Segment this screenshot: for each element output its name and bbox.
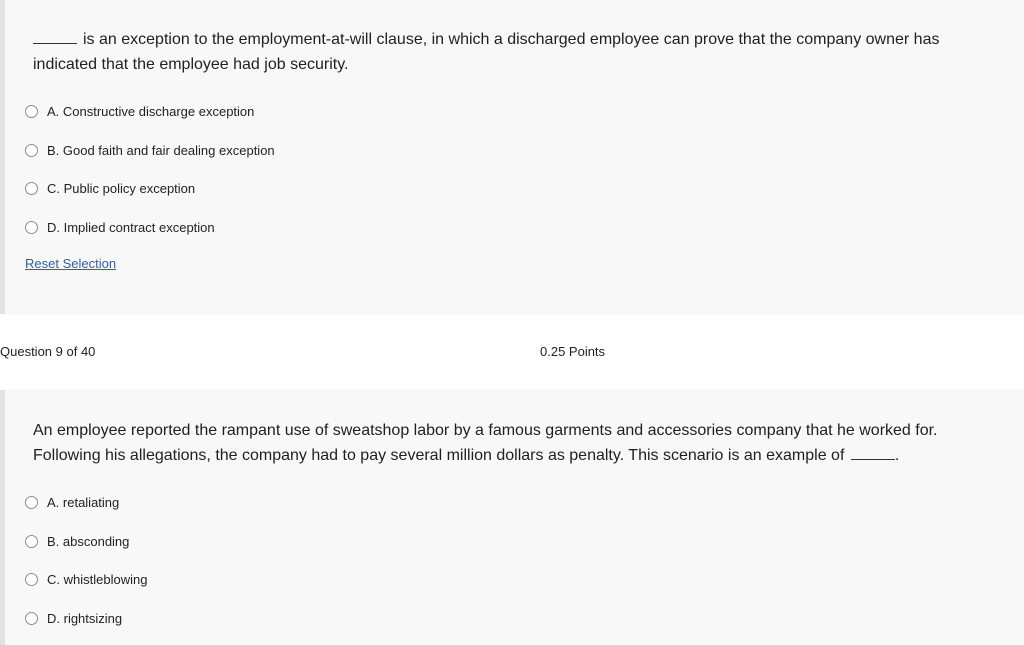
reset-selection-link[interactable]: Reset Selection [25,256,117,271]
radio-button-icon[interactable] [25,144,38,157]
option-label: A. retaliating [47,495,120,510]
question-8-text [33,27,993,77]
question-number: Question 9 of 40 [0,344,96,359]
question-8-card [0,0,1024,314]
option-c[interactable] [25,572,147,587]
option-c[interactable] [25,181,195,196]
question-8-text-body: is an exception to the employment-at-will clause, in which a discharged employee can prove that the company owner has indicated that the employee had job security. [33,31,940,73]
option-b[interactable] [25,143,275,158]
radio-button-icon[interactable] [25,496,38,509]
answer-blank [33,42,77,44]
question-header [0,344,1024,362]
option-d[interactable] [25,611,122,626]
option-label: A. Constructive discharge exception [47,104,255,119]
radio-button-icon[interactable] [25,182,38,195]
option-a[interactable] [25,104,254,119]
option-label: B. Good faith and fair dealing exception [47,143,275,158]
question-points: 0.25 Points [540,344,606,359]
option-label: B. absconding [47,534,130,549]
question-9-text-body: An employee reported the rampant use of sweatshop labor by a famous garments and accessories company that he worked for. Following his allegations, the company had to pay several million dollars as penalty. This scenario is an example of [33,422,938,464]
radio-button-icon[interactable] [25,221,38,234]
question-9-text [33,418,993,468]
option-a[interactable] [25,495,119,510]
option-d[interactable] [25,220,215,235]
question-9-card [0,390,1024,645]
radio-button-icon[interactable] [25,535,38,548]
radio-button-icon[interactable] [25,612,38,625]
option-label: D. Implied contract exception [47,220,215,235]
answer-blank [851,458,895,460]
option-label: C. whistleblowing [47,572,148,587]
question-9-text-end: . [894,447,900,464]
option-label: D. rightsizing [47,611,123,626]
radio-button-icon[interactable] [25,573,38,586]
option-label: C. Public policy exception [47,181,196,196]
radio-button-icon[interactable] [25,105,38,118]
option-b[interactable] [25,534,129,549]
